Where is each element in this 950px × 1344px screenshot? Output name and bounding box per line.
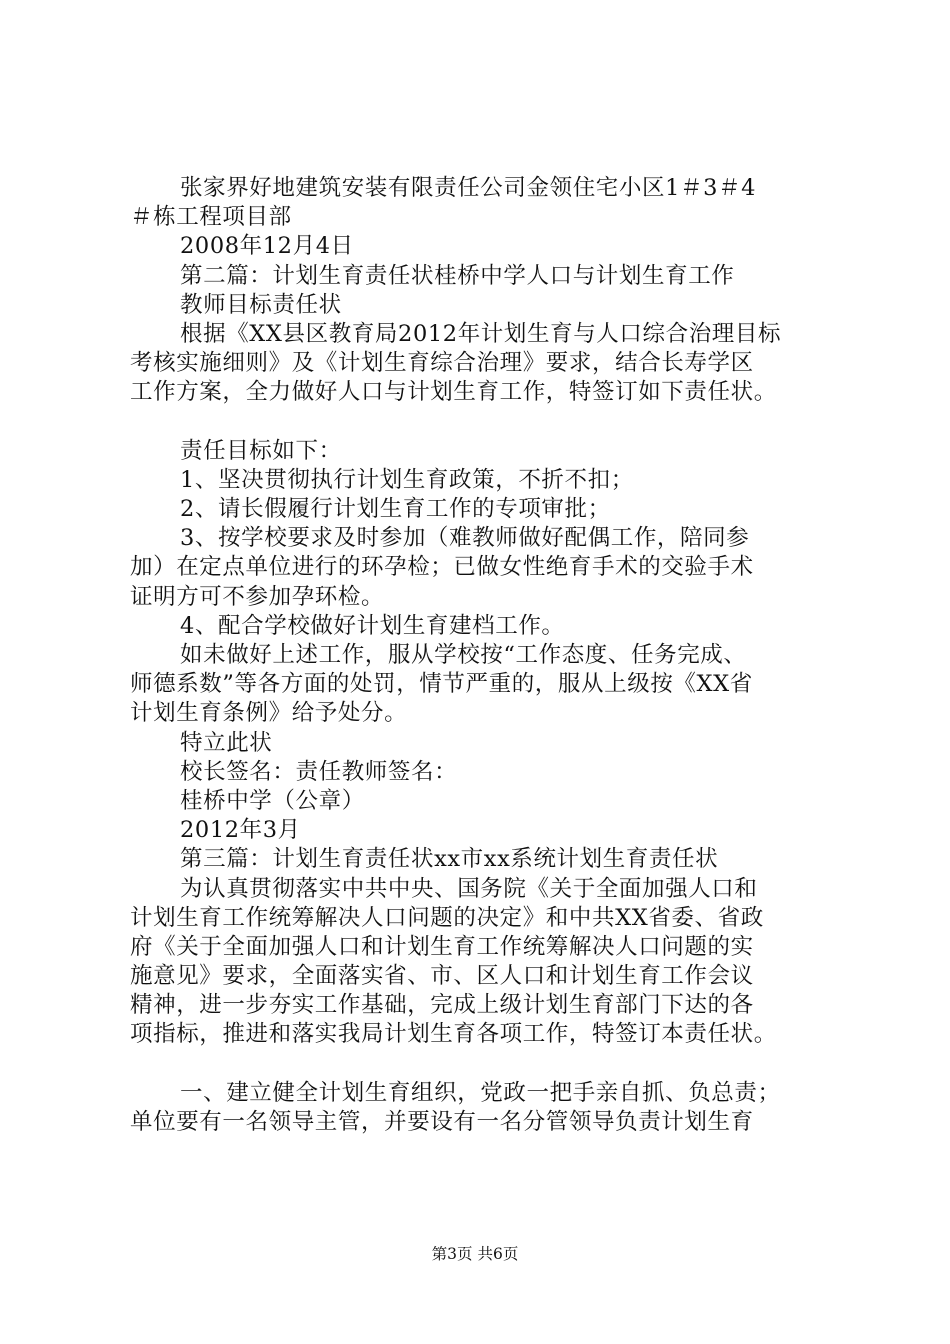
- text-line: 特立此状: [180, 729, 273, 756]
- text-line: 2、请长假履行计划生育工作的专项审批；: [180, 496, 611, 523]
- text-line: 加）在定点单位进行的环孕检；已做女性绝育手术的交验手术: [130, 554, 754, 581]
- text-line: 责任目标如下：: [180, 437, 342, 464]
- text-line: 2012年3月: [180, 817, 301, 844]
- text-line: 单位要有一名领导主管，并要设有一名分管领导负责计划生育: [130, 1109, 754, 1135]
- text-line: 项指标，推进和落实我局计划生育各项工作，特签订本责任状。: [130, 1021, 777, 1048]
- text-line: 第二篇：计划生育责任状桂桥中学人口与计划生育工作: [180, 262, 735, 289]
- text-line: 1、坚决贯彻执行计划生育政策，不折不扣；: [180, 466, 634, 493]
- text-line: 教师目标责任状: [180, 291, 342, 318]
- text-line: 证明方可不参加孕环检。: [130, 583, 385, 610]
- text-line: 师德系数”等各方面的处罚，情节严重的，服从上级按《XX省: [130, 671, 753, 698]
- text-line: 计划生育工作统筹解决人口问题的决定》和中共XX省委、省政: [130, 904, 764, 931]
- text-line: 2008年12月4日: [180, 233, 354, 260]
- text-line: 府《关于全面加强人口和计划生育工作统筹解决人口问题的实: [130, 933, 754, 960]
- text-line: 工作方案，全力做好人口与计划生育工作，特签订如下责任状。: [130, 379, 777, 406]
- text-line: 一、建立健全计划生育组织，党政一把手亲自抓、负总责；: [180, 1079, 781, 1106]
- text-line: 施意见》要求，全面落实省、市、区人口和计划生育工作会议: [130, 963, 754, 990]
- document-body: [130, 174, 840, 1137]
- text-line: 计划生育条例》给予处分。: [130, 700, 408, 727]
- text-line: 校长签名：责任教师签名：: [180, 758, 458, 785]
- text-line: 根据《XX县区教育局2012年计划生育与人口综合治理目标: [180, 320, 782, 347]
- text-line: 如未做好上述工作，服从学校按“工作态度、任务完成、: [180, 642, 747, 668]
- text-line: 精神，进一步夯实工作基础，完成上级计划生育部门下达的各: [130, 992, 754, 1019]
- text-line: ＃栋工程项目部: [130, 204, 292, 231]
- text-line: 3、按学校要求及时参加（难教师做好配偶工作，陪同参: [180, 525, 750, 552]
- text-line: 4、配合学校做好计划生育建档工作。: [180, 612, 565, 639]
- text-line: 张家界好地建筑安装有限责任公司金领住宅小区1＃3＃4: [180, 175, 757, 201]
- page-footer: 第3页 共6页: [431, 1245, 519, 1263]
- text-line: 考核实施细则》及《计划生育综合治理》要求，结合长寿学区: [130, 350, 754, 377]
- blank-line: [130, 408, 840, 437]
- text-line: 为认真贯彻落实中共中央、国务院《关于全面加强人口和: [180, 875, 758, 902]
- blank-line: [130, 1050, 840, 1079]
- text-line: 桂桥中学（公章）: [180, 787, 365, 814]
- text-line: 第三篇：计划生育责任状xx市xx系统计划生育责任状: [180, 846, 719, 873]
